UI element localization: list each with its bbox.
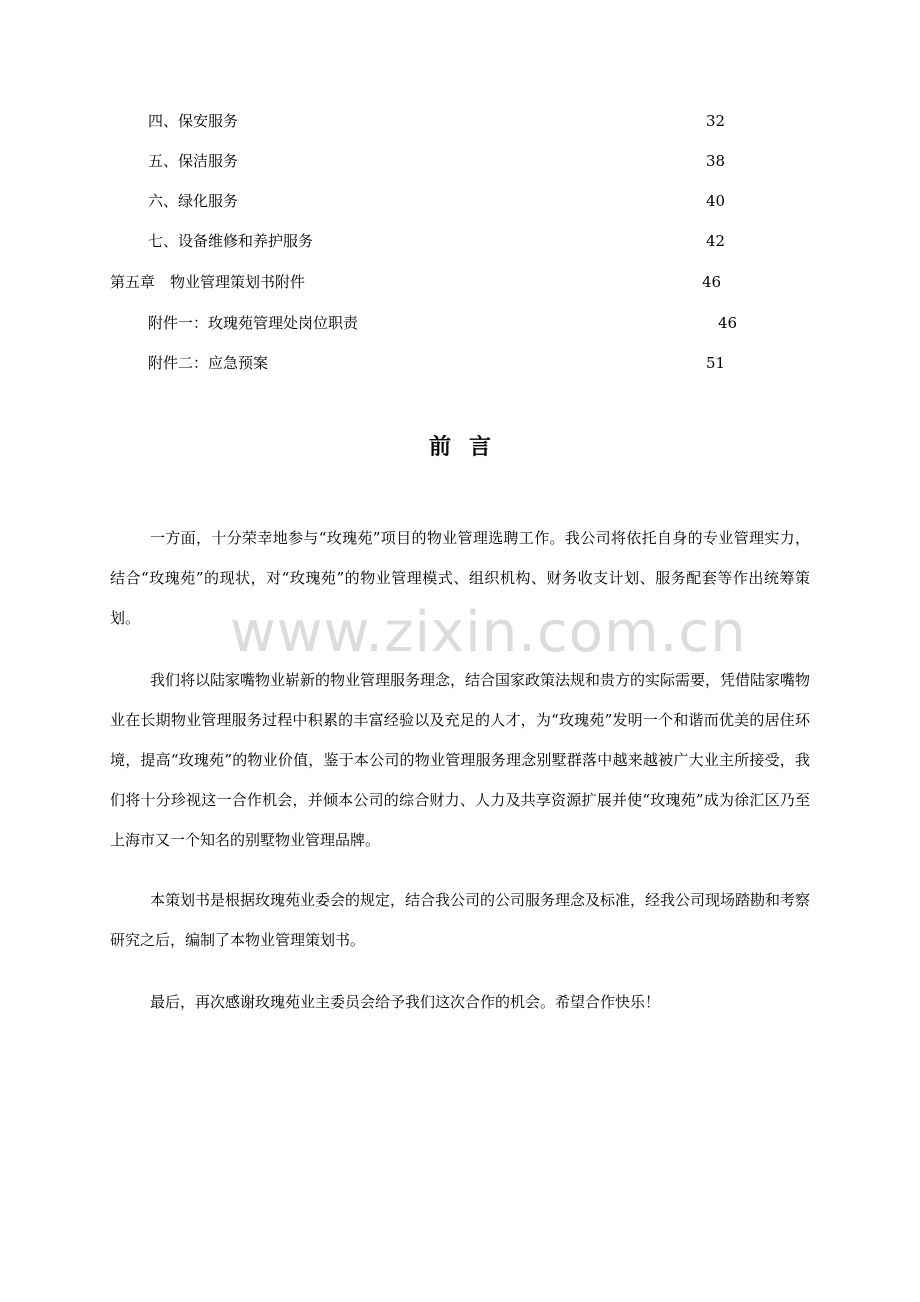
toc-entry-page: 40 (706, 192, 726, 210)
body-paragraph: 一方面，十分荣幸地参与“玫瑰苑”项目的物业管理选聘工作。我公司将依托自身的专业管理实力，结合“玫瑰苑”的现状，对“玫瑰苑”的物业管理模式、组织机构、财务收支计划、服务配套等作出统筹策划。 (110, 529, 810, 627)
toc-entry-label: 四、保安服务 (148, 112, 239, 130)
toc-entry-page: 51 (706, 354, 726, 372)
toc-entry-page: 42 (706, 232, 726, 250)
toc-entry-label: 附件一：玫瑰苑管理处岗位职责 (148, 314, 359, 332)
toc-entry-page: 38 (706, 152, 726, 170)
toc-entry-label: 附件二：应急预案 (148, 354, 269, 372)
toc-entry-label: 七、设备维修和养护服务 (148, 232, 314, 250)
body-paragraph: 本策划书是根据玫瑰苑业委会的规定，结合我公司的公司服务理念及标准，经我公司现场踏勘和考察研究之后，编制了本物业管理策划书。 (110, 891, 811, 949)
toc-entry-label: 五、保洁服务 (148, 152, 239, 170)
watermark-text: www.zixin.com.cn (230, 600, 747, 665)
toc-entry-page: 32 (706, 112, 726, 130)
section-heading: 前言 (428, 434, 509, 460)
body-paragraph: 最后，再次感谢玫瑰苑业主委员会给予我们这次合作的机会。希望合作快乐！ (150, 993, 661, 1011)
body-paragraph: 我们将以陆家嘴物业崭新的物业管理服务理念，结合国家政策法规和贵方的实际需要，凭借陆家嘴物业在长期物业管理服务过程中积累的丰富经验以及充足的人才，为“玫瑰苑”发明一个和谐而优美的居住环境，提高“玫瑰苑”的物业价值，鉴于本公司的物业管理服务理念别墅群落中越来越被广大业主所接受，我们将十分珍视这一合作机会，并倾本公司的综合财力、人力及共享资源扩展并使“玫瑰苑”成为徐汇区乃至上海市又一个知名的别墅物业管理品牌。 (110, 671, 811, 849)
toc-entry-page: 46 (718, 314, 738, 332)
toc-entry-label: 六、绿化服务 (148, 192, 239, 210)
toc-entry-label: 第五章 物业管理策划书附件 (110, 273, 306, 291)
toc-entry-page: 46 (702, 273, 722, 291)
